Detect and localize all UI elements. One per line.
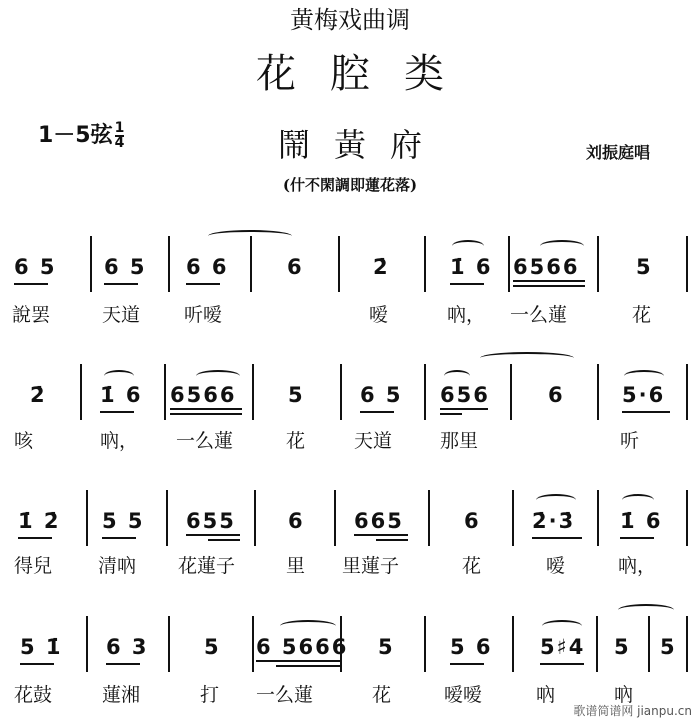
page-title: 花腔类 (256, 51, 478, 97)
lyric: 花 (372, 684, 392, 706)
note-group: 2̇ (30, 383, 47, 407)
barline (164, 364, 166, 420)
beam (540, 663, 584, 665)
barline (338, 236, 340, 292)
note-group: 5♯4 (540, 635, 586, 659)
lyric: 天道 (102, 304, 141, 326)
barline (424, 364, 426, 420)
beam (18, 537, 52, 539)
barline (86, 616, 88, 672)
watermark: 歌谱简谱网 jianpu.cn (573, 704, 692, 718)
lyric: 花 (632, 304, 652, 326)
barline (86, 490, 88, 546)
beam (186, 534, 240, 536)
lyric: 吶 (536, 684, 556, 706)
song-title: 鬧黃府 (277, 126, 446, 164)
note-group: 6566 (170, 383, 237, 407)
lyric: 花蓮子 (178, 555, 236, 577)
note-group: 6 5 (14, 255, 57, 279)
beam (440, 413, 462, 415)
beam (170, 413, 242, 415)
lyric: 花鼓 (14, 684, 53, 706)
barline (686, 490, 688, 546)
note-group: 2̇·3̇ (532, 509, 576, 533)
beam (354, 534, 408, 536)
beam (450, 663, 484, 665)
beam (102, 537, 136, 539)
note-group: 5 (636, 255, 653, 279)
beam (104, 283, 138, 285)
beam (208, 539, 240, 541)
beam (186, 283, 220, 285)
lyric: 听 (620, 430, 640, 452)
lyric: 嗳 (369, 304, 389, 326)
lyric: 听嗳 (184, 304, 223, 326)
note-group: 5 (614, 635, 631, 659)
lyric: 蓮湘 (102, 684, 141, 706)
note-group: 5 (204, 635, 221, 659)
beam (513, 285, 585, 287)
beam (532, 537, 582, 539)
lyric: 一么蓮 (176, 430, 234, 452)
tie (480, 352, 574, 364)
beam (170, 408, 242, 410)
note-group: 1̇ 6 (100, 383, 143, 407)
barline (166, 490, 168, 546)
lyric: 花 (462, 555, 482, 577)
note-group: 656 (440, 383, 490, 407)
note-group: 6 (464, 509, 481, 533)
lyric: 天道 (354, 430, 393, 452)
slur (540, 240, 584, 252)
slur (536, 494, 576, 506)
barline (512, 616, 514, 672)
note-group: 6 5666 (256, 635, 349, 659)
note-group: 1̇ 6 (620, 509, 663, 533)
lyric: 打 (200, 684, 220, 706)
key-text: 1－5弦 (38, 123, 113, 148)
barline (90, 236, 92, 292)
barline (597, 490, 599, 546)
lyric: 里蓮子 (342, 555, 400, 577)
barline (428, 490, 430, 546)
lyric: 咳 (14, 430, 34, 452)
time-top: 1 (114, 120, 125, 136)
tune-note: (什不閑調即蓮花落) (282, 176, 418, 194)
barline (508, 236, 510, 292)
barline (80, 364, 82, 420)
lyric: 吶， (618, 555, 657, 577)
note-group: 1̇ 6 (450, 255, 493, 279)
note-group: 6566 (513, 255, 580, 279)
beam (622, 411, 670, 413)
beam (14, 283, 48, 285)
singer-credit: 刘振庭唱 (586, 143, 651, 162)
slur (444, 370, 470, 382)
note-group: 6 5 (360, 383, 403, 407)
note-group: 6 (288, 509, 305, 533)
slur (622, 494, 654, 506)
lyric: 花 (286, 430, 306, 452)
note-group: 6 3 (106, 635, 149, 659)
note-group: 5 (288, 383, 305, 407)
barline (686, 364, 688, 420)
lyric: 吶， (100, 430, 139, 452)
barline (254, 490, 256, 546)
barline (252, 364, 254, 420)
beam (376, 539, 408, 541)
lyric: 里 (286, 555, 306, 577)
barline (597, 364, 599, 420)
note-group: 6 (287, 255, 304, 279)
note-group: 5·6 (622, 383, 666, 407)
lyric: 說罢 (12, 304, 51, 326)
time-bottom: 4 (114, 135, 125, 151)
lyric: 那里 (440, 430, 479, 452)
note-group: 665 (354, 509, 404, 533)
note-group: 5 (660, 635, 677, 659)
lyric: 吶， (447, 304, 486, 326)
barline (596, 616, 598, 672)
lyric: 一么蓮 (510, 304, 568, 326)
lyric: 清吶 (98, 555, 137, 577)
note-group: 5 5 (102, 509, 145, 533)
beam (276, 665, 340, 667)
beam (100, 411, 134, 413)
note-group: 6 5 (104, 255, 147, 279)
note-group: 5 6 (450, 635, 493, 659)
tie (208, 230, 292, 242)
barline (334, 490, 336, 546)
lyric: 得兒 (14, 555, 53, 577)
slur (104, 370, 134, 382)
barline (597, 236, 599, 292)
beam (450, 283, 484, 285)
slur (280, 620, 336, 632)
barline (648, 616, 650, 672)
slur (452, 240, 484, 252)
barline (510, 364, 512, 420)
note-group: 2̇ (373, 255, 390, 279)
barline (252, 616, 254, 672)
slur (624, 370, 664, 382)
barline (340, 364, 342, 420)
lyric: 吶 (614, 684, 634, 706)
lyric: 嗳嗳 (444, 684, 483, 706)
beam (440, 408, 488, 410)
barline (424, 616, 426, 672)
beam (256, 660, 340, 662)
beam (513, 280, 585, 282)
barline (250, 236, 252, 292)
beam (106, 663, 140, 665)
beam (20, 663, 54, 665)
barline (512, 490, 514, 546)
note-group: 5 (378, 635, 395, 659)
slur (542, 620, 582, 632)
subtitle: 黄梅戏曲调 (290, 6, 410, 34)
barline (686, 236, 688, 292)
note-group: 6 (548, 383, 565, 407)
note-group: 6 6 (186, 255, 229, 279)
lyric: 一么蓮 (256, 684, 314, 706)
barline (168, 236, 170, 292)
barline (424, 236, 426, 292)
lyric: 嗳 (546, 555, 566, 577)
beam (360, 411, 394, 413)
tie (618, 604, 674, 616)
barline (686, 616, 688, 672)
note-group: 5 1̇ (20, 635, 63, 659)
beam (620, 537, 654, 539)
slur (196, 370, 240, 382)
barline (168, 616, 170, 672)
note-group: 1̇ 2̇ (18, 509, 61, 533)
note-group: 655 (186, 509, 236, 533)
